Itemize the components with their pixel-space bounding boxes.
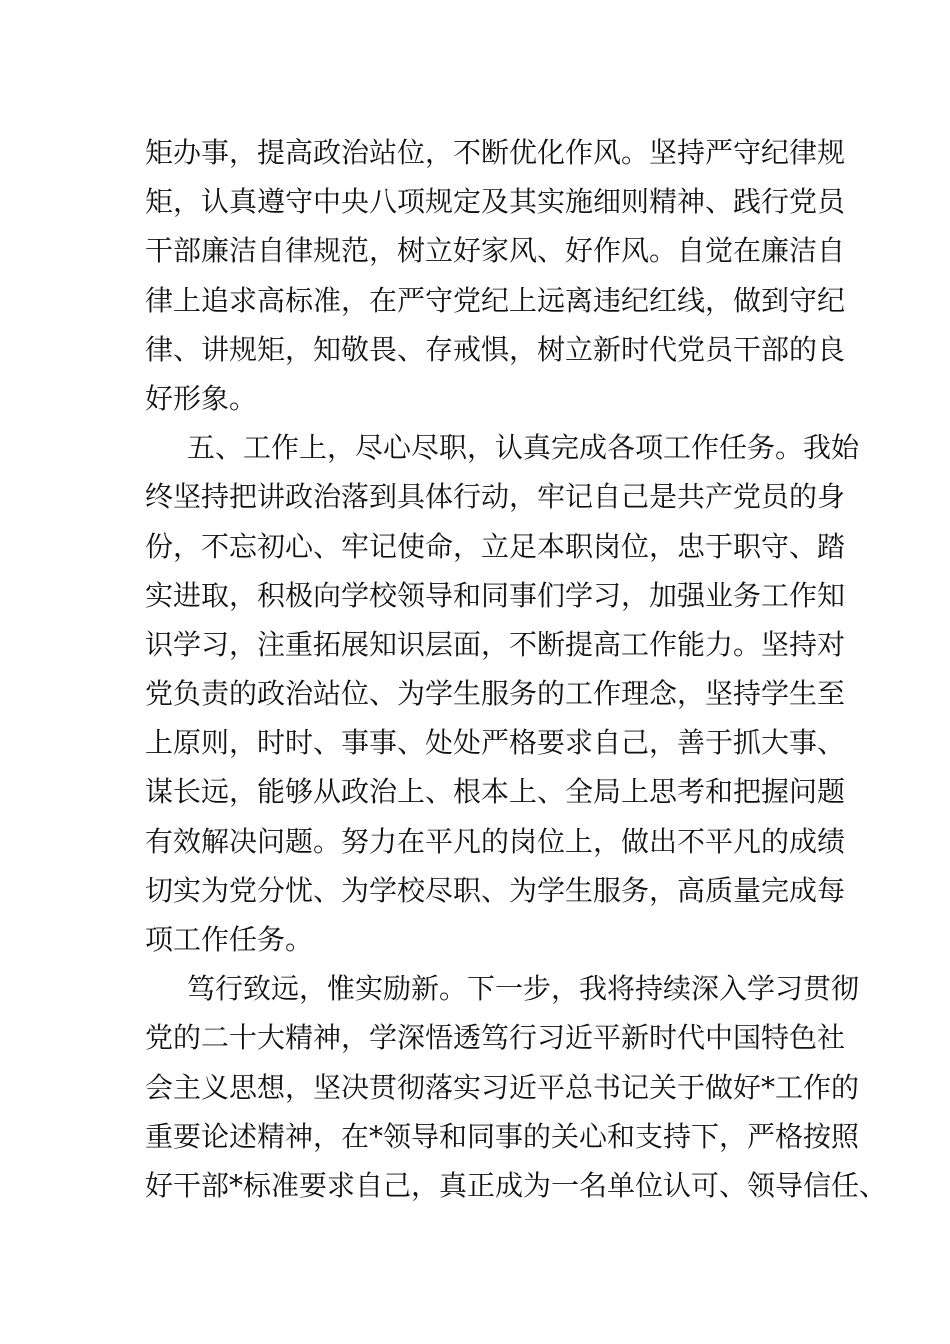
text-line: 党的二十大精神，学深悟透笃行习近平新时代中国特色社 [145, 1021, 846, 1055]
text-line: 好干部*标准要求自己，真正成为一名单位认可、领导信任、 [145, 1168, 888, 1202]
text-line: 切实为党分忧、为学校尽职、为学生服务，高质量完成每 [145, 873, 846, 907]
paragraph-start-line: 五、工作上，尽心尽职，认真完成各项工作任务。我始 [187, 431, 860, 465]
text-line: 矩办事，提高政治站位，不断优化作风。坚持严守纪律规 [145, 136, 846, 169]
text-line: 实进取，积极向学校领导和同事们学习，加强业务工作知 [145, 578, 846, 612]
text-line: 律上追求高标准，在严守党纪上远离违纪红线，做到守纪 [145, 283, 846, 317]
text-line: 份，不忘初心、牢记使命，立足本职岗位，忠于职守、踏 [145, 529, 846, 563]
paragraph-start-line: 笃行致远，惟实励新。下一步，我将持续深入学习贯彻 [187, 972, 860, 1006]
text-line: 党负责的政治站位、为学生服务的工作理念，坚持学生至 [145, 677, 846, 711]
text-line: 项工作任务。 [145, 923, 314, 956]
text-line: 会主义思想，坚决贯彻落实习近平总书记关于做好*工作的 [145, 1070, 860, 1104]
text-line: 终坚持把讲政治落到具体行动，牢记自己是共产党员的身 [145, 480, 846, 514]
text-line: 识学习，注重拓展知识层面，不断提高工作能力。坚持对 [145, 627, 846, 661]
text-line: 上原则，时时、事事、处处严格要求自己，善于抓大事、 [145, 726, 846, 760]
text-line: 谋长远，能够从政治上、根本上、全局上思考和把握问题 [145, 775, 846, 809]
text-line: 有效解决问题。努力在平凡的岗位上，做出不平凡的成绩 [145, 824, 846, 858]
text-line: 律、讲规矩，知敬畏、存戒惧，树立新时代党员干部的良 [145, 332, 846, 366]
text-line: 干部廉洁自律规范，树立好家风、好作风。自觉在廉洁自 [145, 234, 846, 268]
text-line: 好形象。 [145, 381, 258, 415]
text-line: 矩，认真遵守中央八项规定及其实施细则精神、践行党员 [145, 185, 846, 219]
text-line: 重要论述精神，在*领导和同事的关心和支持下，严格按照 [145, 1119, 860, 1153]
body-text [145, 128, 888, 1210]
